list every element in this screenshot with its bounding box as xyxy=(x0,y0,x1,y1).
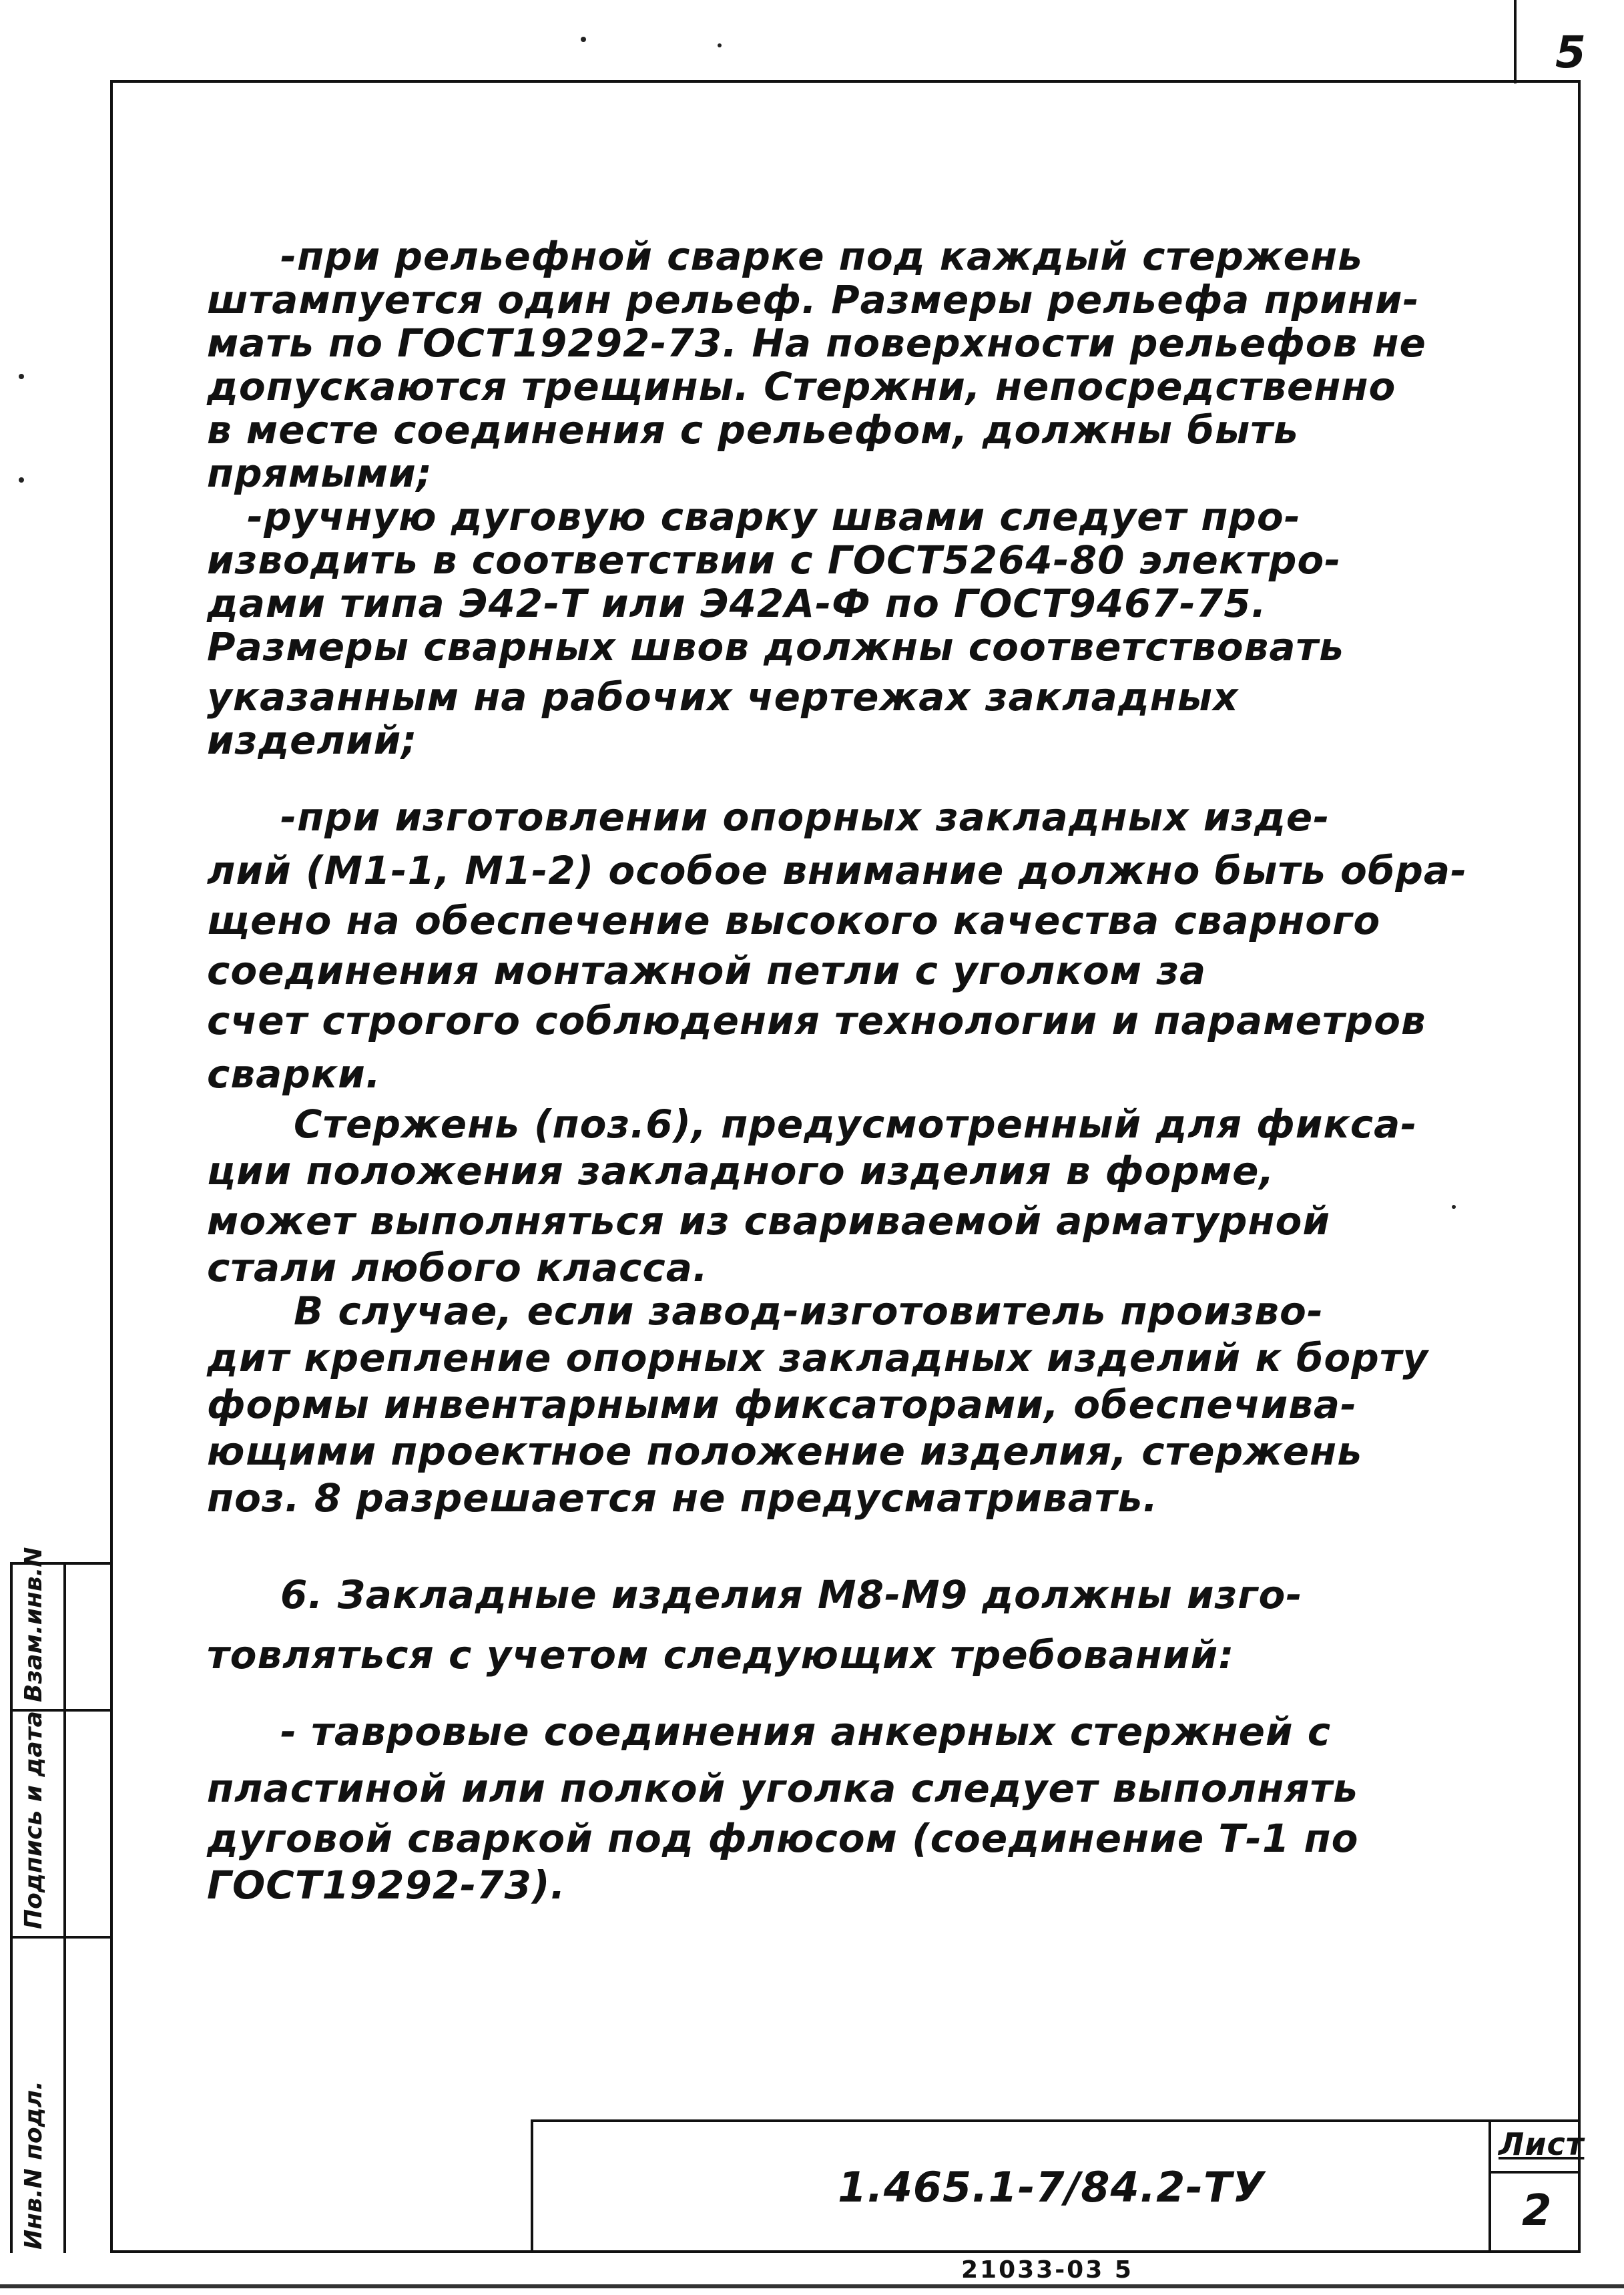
text-line: допускаются трещины. Стержни, непосредственно xyxy=(207,364,1396,409)
scan-speck xyxy=(19,374,24,379)
sheet-label: Лист xyxy=(1499,2126,1585,2162)
document-designation: 1.465.1-7/84.2-ТУ xyxy=(838,2163,1266,2212)
text-line: щено на обеспечение высокого качества сварного xyxy=(207,898,1381,943)
stamp-strip-border xyxy=(63,1562,66,2253)
stamp-signature-date: Подпись и дата xyxy=(20,1711,47,1929)
text-line: товляться с учетом следующих требований: xyxy=(207,1632,1235,1678)
text-line: -при рельефной сварке под каждый стержень xyxy=(280,234,1363,279)
text-line: лий (М1-1, М1-2) особое внимание должно быть обра- xyxy=(207,848,1468,893)
text-line: изводить в соответствии с ГОСТ5264-80 электро- xyxy=(207,537,1342,583)
scan-speck xyxy=(19,477,24,483)
text-line: пластиной или полкой уголка следует выполнять xyxy=(207,1766,1358,1811)
text-line: поз. 8 разрешается не предусматривать. xyxy=(207,1475,1159,1521)
text-line: ции положения закладного изделия в форме, xyxy=(207,1148,1275,1194)
title-block-top-border xyxy=(531,2119,1581,2122)
bottom-edge xyxy=(0,2284,1624,2288)
text-line: В случае, если завод-изготовитель произво- xyxy=(294,1288,1324,1334)
text-line: указанным на рабочих чертежах закладных xyxy=(207,674,1239,720)
text-line: мать по ГОСТ19292-73. На поверхности рельефов не xyxy=(207,320,1426,366)
text-line: соединения монтажной петли с уголком за xyxy=(207,948,1207,993)
sheet-number: 2 xyxy=(1522,2186,1553,2236)
scan-speck xyxy=(581,37,586,42)
text-line: стали любого класса. xyxy=(207,1245,708,1290)
scan-speck xyxy=(1452,1205,1456,1209)
stamp-inventory-original: Инв.N подл. xyxy=(20,2081,47,2250)
text-line: - тавровые соединения анкерных стержней с xyxy=(280,1709,1332,1754)
text-line: -при изготовлении опорных закладных изде- xyxy=(280,794,1330,840)
stamp-replacement-inventory: Взам.инв.N xyxy=(20,1547,47,1702)
text-line: сварки. xyxy=(207,1051,381,1097)
footer-code: 21033-03 5 xyxy=(961,2256,1133,2284)
text-line: дами типа Э42-Т или Э42А-Ф по ГОСТ9467-75. xyxy=(207,581,1267,626)
text-line: прямыми; xyxy=(207,451,433,496)
page-number: 5 xyxy=(1555,27,1587,78)
text-line: ющими проектное положение изделия, стержень xyxy=(207,1429,1362,1474)
text-line: ГОСТ19292-73). xyxy=(207,1862,566,1908)
text-line: Размеры сварных швов должны соответствовать xyxy=(207,624,1344,670)
text-line: формы инвентарными фиксаторами, обеспечива- xyxy=(207,1382,1358,1427)
text-line: может выполняться из свариваемой арматурной xyxy=(207,1198,1330,1244)
text-line: -ручную дуговую сварку швами следует про- xyxy=(247,494,1301,539)
text-line: изделий; xyxy=(207,718,418,763)
text-line: Стержень (поз.6), предусмотренный для фикса- xyxy=(294,1101,1418,1147)
scan-speck xyxy=(718,43,722,47)
text-line: 6. Закладные изделия М8-М9 должны изго- xyxy=(280,1572,1303,1617)
text-line: дит крепление опорных закладных изделий к борту xyxy=(207,1335,1429,1380)
text-line: штампуется один рельеф. Размеры рельефа прини- xyxy=(207,277,1420,322)
text-line: в месте соединения с рельефом, должны быть xyxy=(207,407,1299,453)
text-line: дуговой сваркой под флюсом (соединение Т-1 по xyxy=(207,1816,1359,1861)
text-line: счет строгого соблюдения технологии и параметров xyxy=(207,998,1426,1043)
